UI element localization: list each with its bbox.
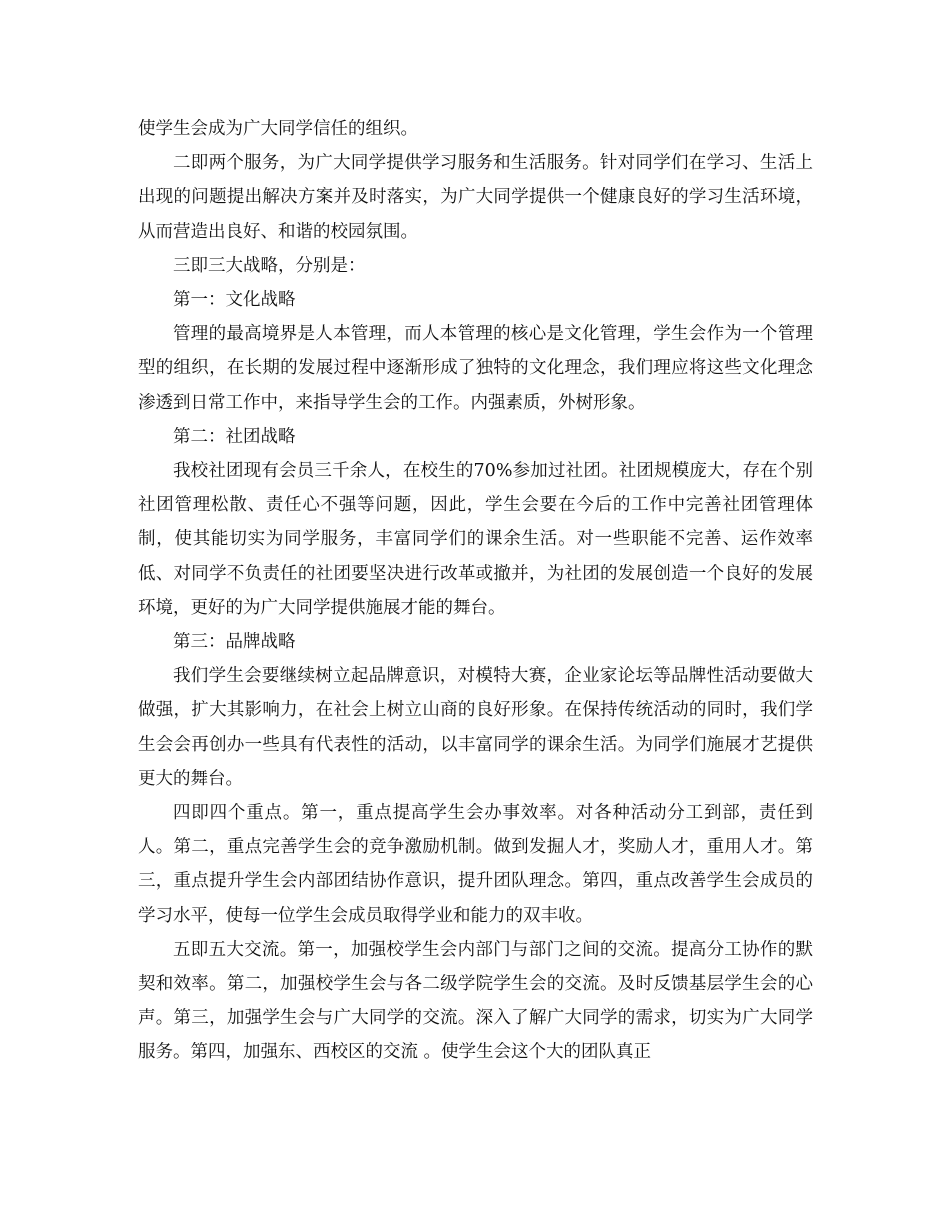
document-body (138, 112, 813, 1070)
paragraph-1: 使学生会成为广大同学信任的组织。 (138, 119, 418, 139)
paragraph-3: 三即三大战略，分别是： (173, 255, 366, 276)
paragraph-11: 五即五大交流。第一，加强校学生会内部门与部门之间的交流。提高分工协作的默契和效率。第二，加强校学生会与各二级学院学生会的交流。及时反馈基层学生会的心声。第三，加强学生会与广大同学的交流。深入了解广大同学的需求，切实为广大同学服务。第四，加强东、西校区的交流 。使学生会这个大的团队真正 (138, 939, 813, 1063)
heading-culture-strategy: 第一：文化战略 (173, 290, 296, 311)
paragraph-7: 我校社团现有会员三千余人，在校生的70%参加过社团。社团规模庞大，存在个别社团管理松散、责任心不强等问题，因此，学生会要在今后的工作中完善社团管理体制，使其能切实为同学服务，丰富同学们的课余生活。对一些职能不完善、运作效率低、对同学不负责任的社团要坚决进行改革或撤并，为社团的发展创造一个良好的发展环境，更好的为广大同学提供施展才能的舞台。 (138, 461, 813, 618)
paragraph-5: 管理的最高境界是人本管理，而人本管理的核心是文化管理，学生会作为一个管理型的组织，在长期的发展过程中逐渐形成了独特的文化理念，我们理应将这些文化理念渗透到日常工作中，来指导学生会的工作。内强素质，外树形象。 (138, 324, 813, 413)
heading-club-strategy: 第二：社团战略 (173, 426, 296, 447)
paragraph-10: 四即四个重点。第一，重点提高学生会办事效率。对各种活动分工到部，责任到人。第二，重点完善学生会的竞争激励机制。做到发掘人才，奖励人才，重用人才。第三，重点提升学生会内部团结协作意识，提升团队理念。第四，重点改善学生会成员的学习水平，使每一位学生会成员取得学业和能力的双丰收。 (138, 803, 813, 926)
paragraph-2: 二即两个服务，为广大同学提供学习服务和生活服务。针对同学们在学习、生活上出现的问题提出解决方案并及时落实，为广大同学提供一个健康良好的学习生活环境，从而营造出良好、和谐的校园氛围。 (138, 153, 813, 242)
paragraph-9: 我们学生会要继续树立起品牌意识，对模特大赛，企业家论坛等品牌性活动要做大做强，扩大其影响力，在社会上树立山商的良好形象。在保持传统活动的同时，我们学生会会再创办一些具有代表性的活动，以丰富同学的课余生活。为同学们施展才艺提供更大的舞台。 (138, 666, 813, 789)
heading-brand-strategy: 第三：品牌战略 (173, 632, 296, 653)
